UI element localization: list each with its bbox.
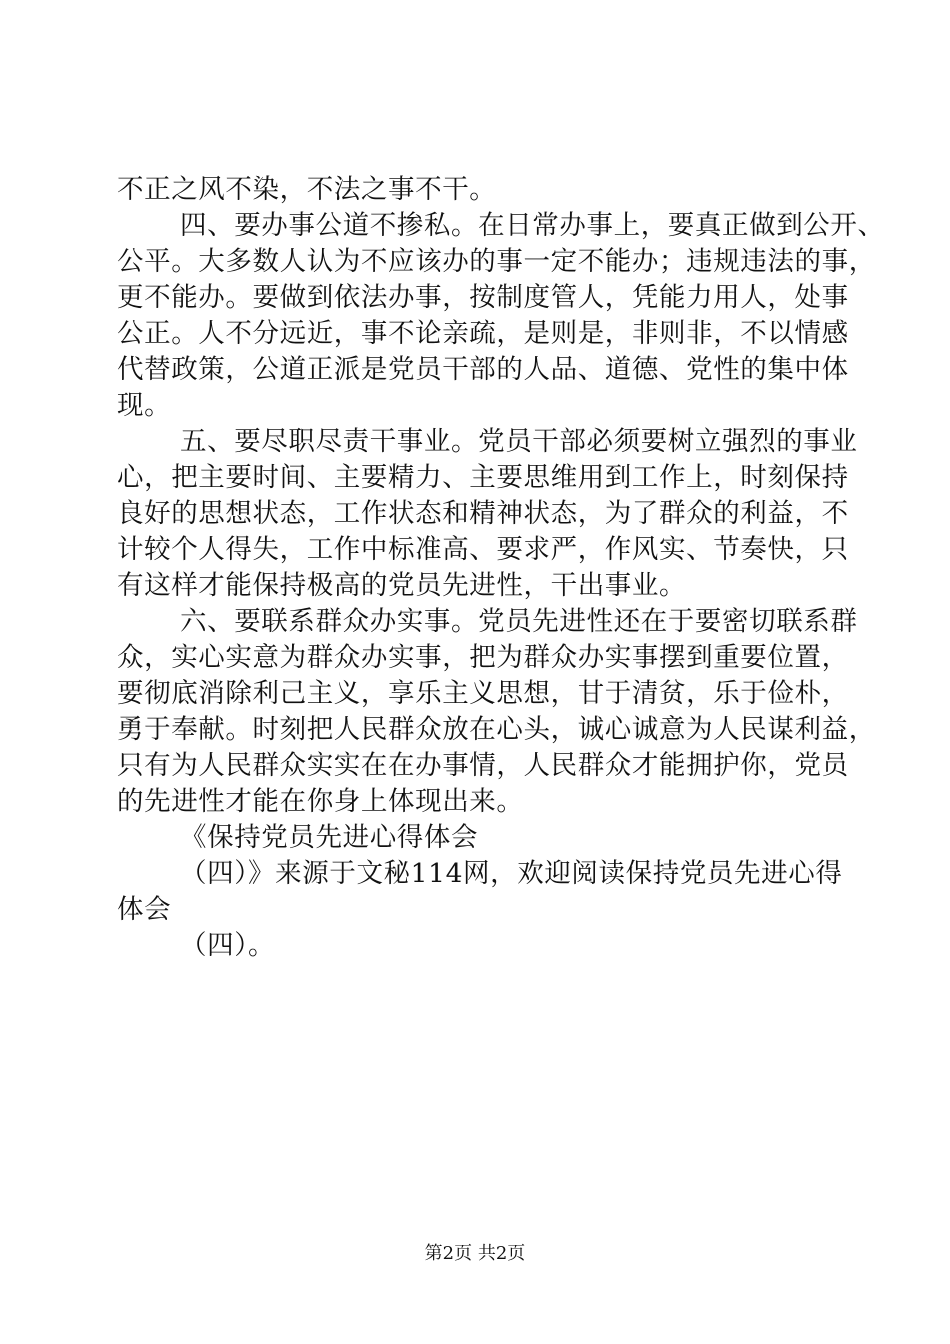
- paragraph-line: 只有为人民群众实实在在办事情，人民群众才能拥护你，党员: [117, 750, 849, 781]
- paragraph-line: 心，把主要时间、主要精力、主要思维用到工作上，时刻保持: [117, 462, 849, 493]
- page-footer: 第2页 共2页: [424, 1243, 526, 1264]
- paragraph-line: 公正。人不分远近，事不论亲疏，是则是，非则非，不以情感: [117, 318, 849, 349]
- paragraph-line: 《保持党员先进心得体会: [180, 822, 479, 853]
- paragraph-line: 更不能办。要做到依法办事，按制度管人，凭能力用人，处事: [117, 282, 849, 313]
- paragraph-line: （四）》来源于文秘114网，欢迎阅读保持党员先进心得: [180, 858, 843, 889]
- paragraph-line: 现。: [117, 390, 172, 421]
- paragraph-line: 五、要尽职尽责干事业。党员干部必须要树立强烈的事业: [180, 426, 858, 457]
- paragraph-line: 要彻底消除利己主义，享乐主义思想，甘于清贫，乐于俭朴，: [117, 678, 849, 709]
- paragraph-line: 六、要联系群众办实事。党员先进性还在于要密切联系群: [180, 606, 858, 637]
- paragraph-line: 体会: [117, 894, 172, 925]
- paragraph-line: 勇于奉献。时刻把人民群众放在心头，诚心诚意为人民谋利益，: [117, 714, 876, 745]
- paragraph-line: （四）。: [180, 930, 276, 961]
- paragraph-line: 众，实心实意为群众办实事，把为群众办实事摆到重要位置，: [117, 642, 849, 673]
- paragraph-line: 有这样才能保持极高的党员先进性，干出事业。: [117, 570, 687, 601]
- paragraph-line: 公平。大多数人认为不应该办的事一定不能办；违规违法的事，: [117, 246, 876, 277]
- paragraph-line: 计较个人得失，工作中标准高、要求严，作风实、节奏快，只: [117, 534, 849, 565]
- paragraph-line: 的先进性才能在你身上体现出来。: [117, 786, 524, 817]
- paragraph-line: 良好的思想状态，工作状态和精神状态，为了群众的利益，不: [117, 498, 849, 529]
- paragraph-line: 不正之风不染，不法之事不干。: [117, 174, 497, 205]
- paragraph-line: 四、要办事公道不掺私。在日常办事上，要真正做到公开、: [180, 210, 885, 241]
- paragraph-line: 代替政策，公道正派是党员干部的人品、道德、党性的集中体: [117, 354, 849, 385]
